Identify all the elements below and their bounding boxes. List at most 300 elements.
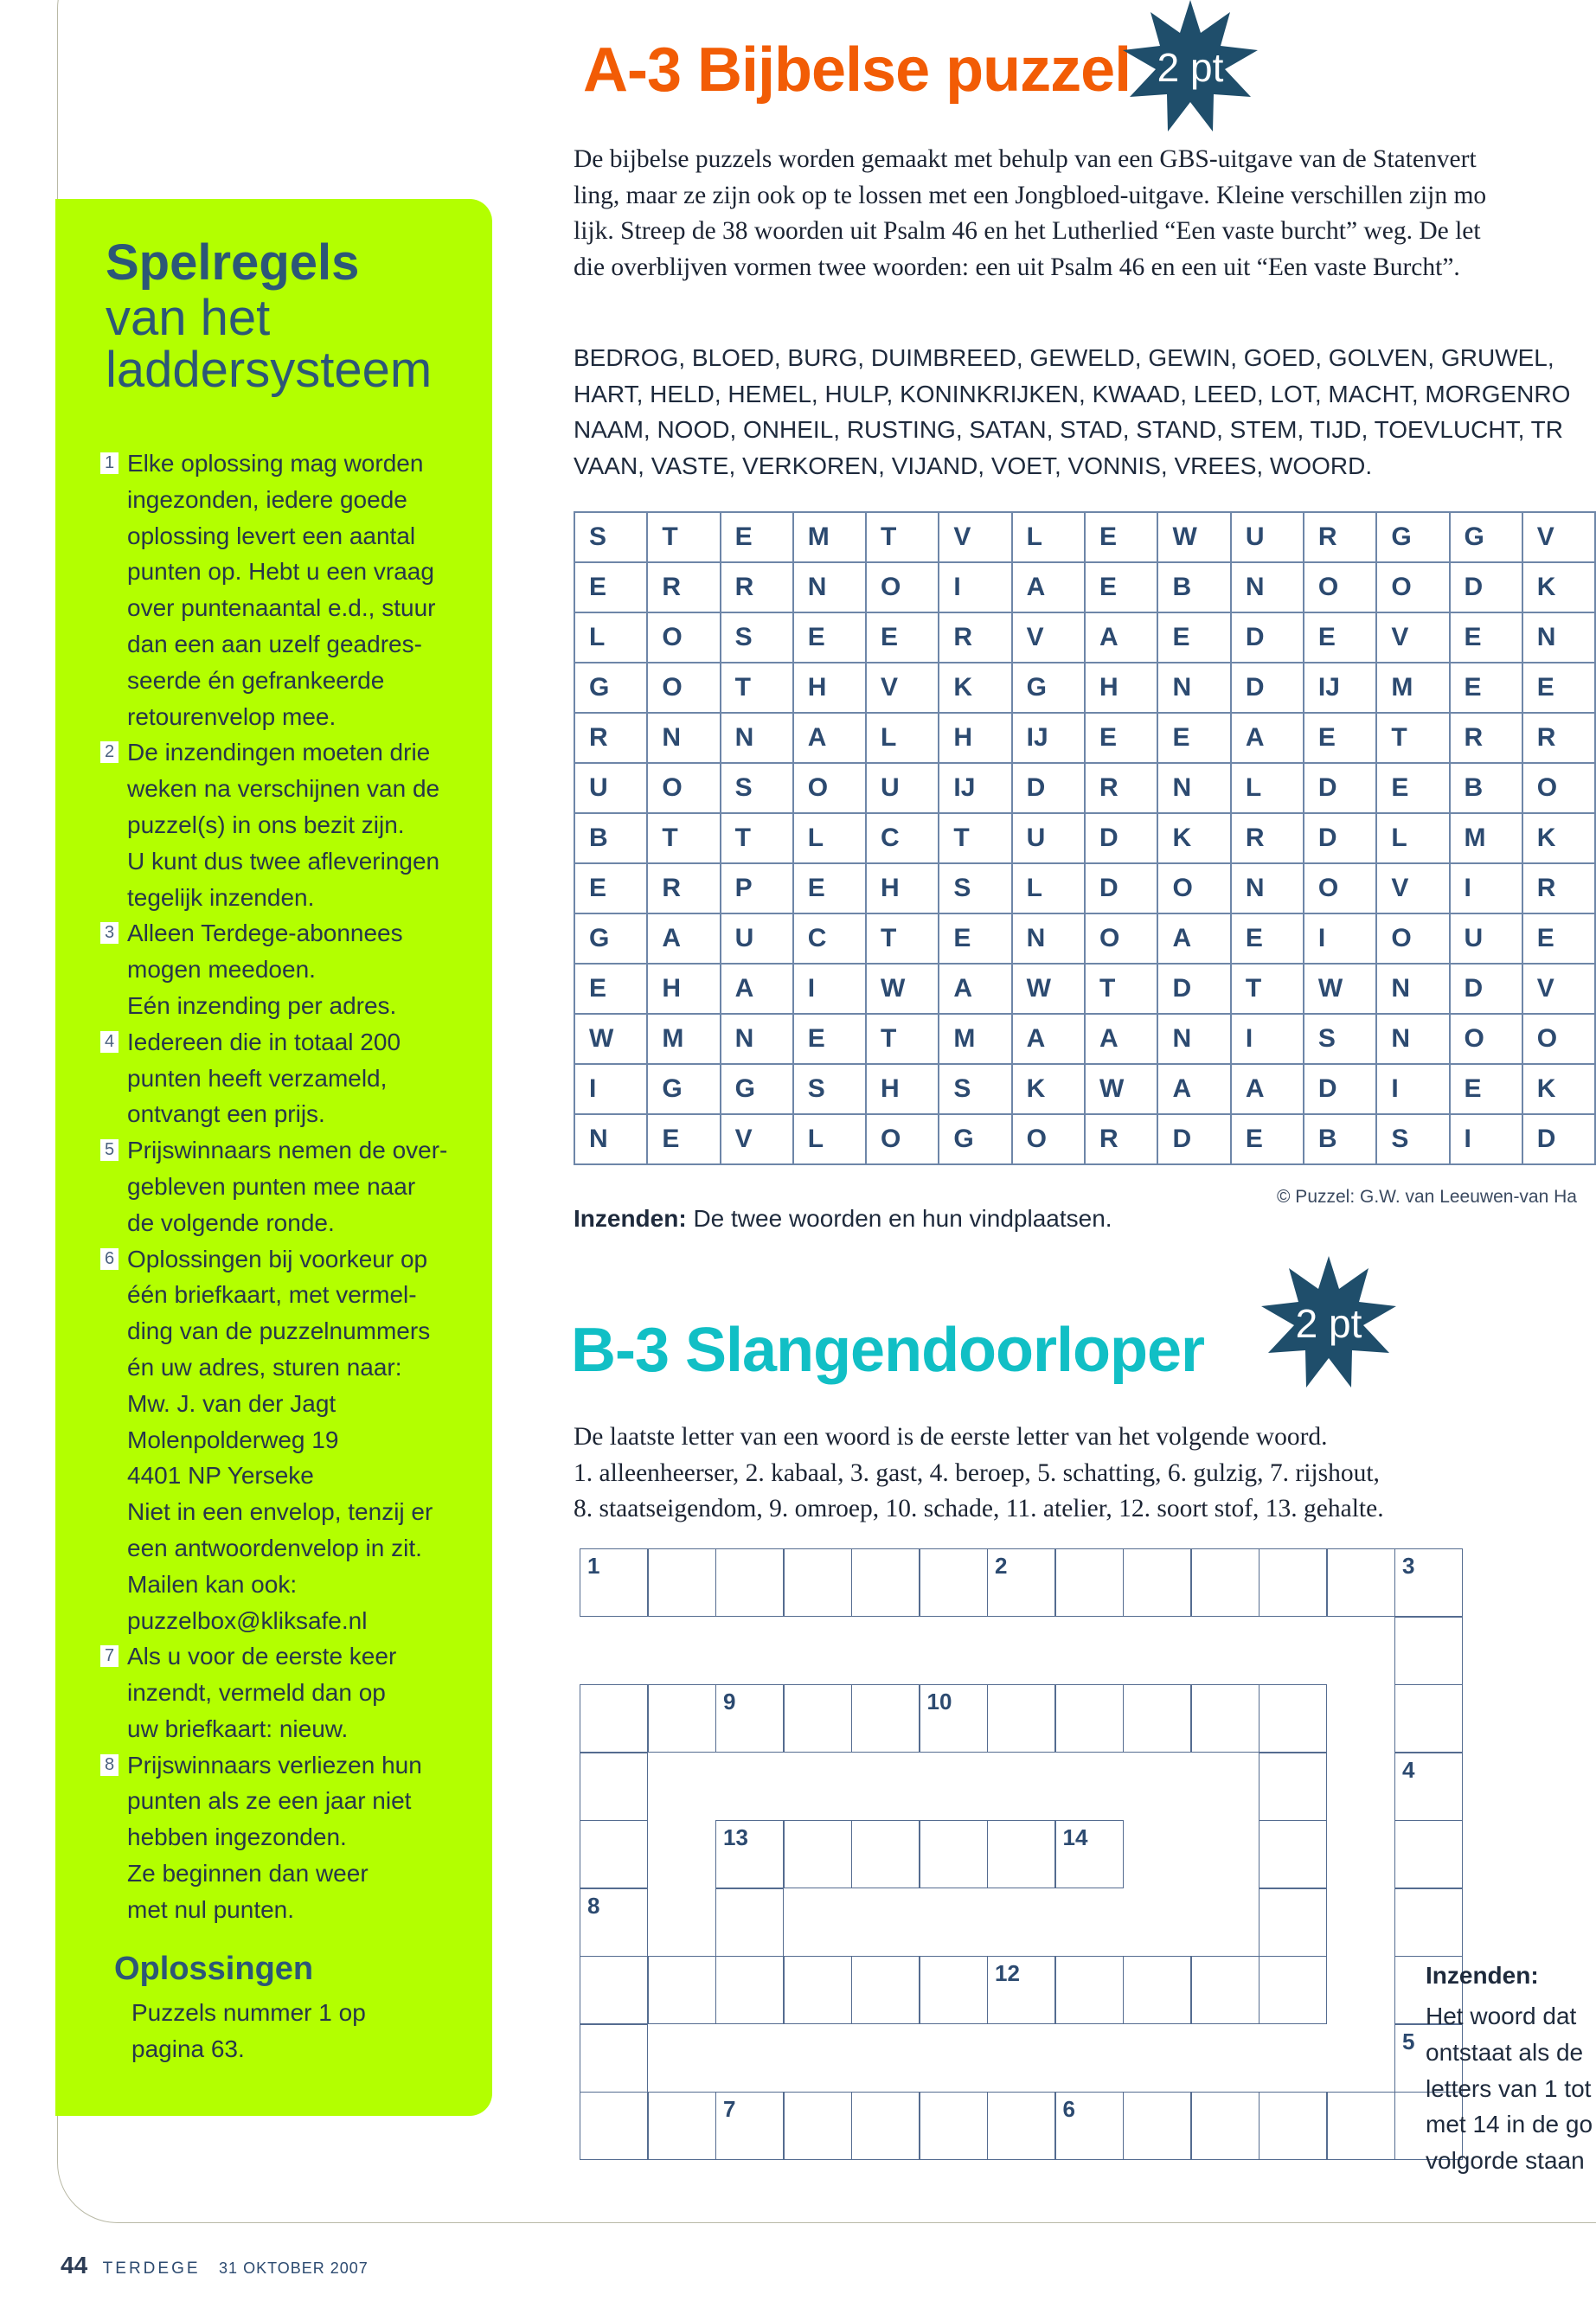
grid-cell — [793, 763, 866, 813]
grid-letter: D — [1099, 824, 1118, 852]
grid-letter: H — [1099, 673, 1118, 702]
grid-letter: T — [880, 1024, 897, 1053]
grid-cell — [939, 512, 1011, 562]
rule-line: ding van de puzzelnummers — [127, 1317, 431, 1345]
inzenden-line: met 14 in de go — [1426, 2111, 1593, 2138]
grid-cell — [1304, 964, 1376, 1014]
puzzle-a-points-badge — [1123, 0, 1258, 135]
grid-cell — [1376, 913, 1449, 964]
issue-date: 31 OKTOBER 2007 — [219, 2259, 369, 2277]
grid-letter: D — [1245, 623, 1265, 651]
grid-letter: G — [1026, 673, 1047, 702]
inzenden-line: volgorde staan — [1426, 2147, 1585, 2175]
grid-cell — [1012, 1014, 1085, 1064]
rule-line: puzzelbox@kliksafe.nl — [127, 1606, 368, 1634]
snake-cell[interactable] — [987, 1548, 1055, 1617]
snake-cell[interactable] — [851, 1956, 920, 2024]
rule-line: ingezonden, iedere goede — [127, 485, 407, 513]
rule-line: inzendt, vermeld dan op — [127, 1679, 386, 1707]
grid-letter: W — [1099, 1074, 1125, 1103]
snake-cell[interactable] — [1191, 1684, 1259, 1753]
grid-cell — [1157, 813, 1230, 863]
grid-cell — [1231, 763, 1304, 813]
grid-letter: V — [1391, 874, 1409, 902]
grid-letter: N — [1391, 974, 1410, 1003]
grid-cell — [939, 763, 1011, 813]
snake-cell[interactable] — [1394, 1684, 1463, 1753]
snake-cell[interactable] — [851, 2092, 920, 2160]
grid-letter: I — [1391, 1074, 1399, 1103]
snake-cell[interactable] — [1055, 1684, 1124, 1753]
snake-cell[interactable] — [784, 1956, 852, 2024]
snake-cell[interactable] — [920, 1956, 988, 2024]
rule-line: Molenpolderweg 19 — [127, 1426, 339, 1453]
grid-cell — [1012, 612, 1085, 663]
grid-cell — [721, 964, 793, 1014]
grid-cell — [574, 512, 647, 562]
rule-line: seerde én gefrankeerde — [127, 666, 385, 694]
snake-cell[interactable] — [580, 1753, 648, 1821]
snake-cell-number: 12 — [995, 1960, 1020, 1986]
grid-letter: N — [1245, 874, 1265, 902]
grid-cell — [793, 663, 866, 713]
grid-cell — [866, 813, 939, 863]
snake-cell[interactable] — [580, 2092, 648, 2160]
grid-letter: E — [807, 874, 825, 902]
grid-cell — [1522, 663, 1595, 713]
grid-cell — [1085, 612, 1157, 663]
grid-letter: O — [1172, 874, 1193, 902]
snake-cell[interactable] — [1259, 1684, 1327, 1753]
grid-cell — [1376, 663, 1449, 713]
snake-cell[interactable] — [648, 1548, 716, 1617]
grid-letter: E — [1464, 623, 1482, 651]
grid-letter: K — [1536, 573, 1556, 601]
grid-letter: N — [1245, 573, 1265, 601]
snake-cell-number: 6 — [1062, 2096, 1075, 2122]
grid-letter: D — [1026, 773, 1046, 802]
grid-cell — [939, 612, 1011, 663]
snake-cell[interactable] — [987, 1956, 1055, 2024]
snake-cell[interactable] — [715, 1548, 784, 1617]
grid-letter: A — [807, 723, 827, 752]
grid-cell — [1085, 512, 1157, 562]
grid-letter: U — [734, 924, 754, 952]
grid-letter: G — [589, 924, 610, 952]
grid-letter: E — [589, 573, 607, 601]
wordlist-line: HART, HELD, HEMEL, HULP, KONINKRIJKEN, KWAAD, LEED, LOT, MACHT, MORGENRO — [574, 380, 1571, 407]
grid-cell — [1376, 964, 1449, 1014]
snake-cell[interactable] — [1191, 2092, 1259, 2160]
snake-cell[interactable] — [851, 1820, 920, 1888]
grid-cell — [793, 612, 866, 663]
puzzle-a-title: A-3 Bijbelse puzzel — [583, 35, 1131, 105]
grid-letter: E — [1536, 924, 1554, 952]
grid-cell — [866, 1064, 939, 1114]
grid-cell — [1376, 1014, 1449, 1064]
grid-cell — [1376, 562, 1449, 612]
grid-letter: I — [953, 573, 961, 601]
grid-letter: H — [807, 673, 827, 702]
grid-cell — [1376, 763, 1449, 813]
grid-letter: R — [662, 874, 682, 902]
grid-cell — [939, 1114, 1011, 1164]
grid-cell — [721, 612, 793, 663]
sidebar-subtitle-line: laddersysteem — [106, 342, 433, 398]
oplossingen-line: pagina 63. — [131, 2035, 245, 2062]
snake-cell[interactable] — [1123, 1684, 1191, 1753]
rule-number: 6 — [100, 1248, 119, 1270]
puzzle-b-inzenden-text — [1426, 1998, 1593, 2179]
grid-letter: N — [1172, 773, 1192, 802]
grid-cell — [793, 1114, 866, 1164]
snake-cell[interactable] — [580, 1820, 648, 1888]
grid-row — [574, 863, 1595, 913]
grid-letter: N — [807, 573, 827, 601]
intro-line: die overblijven vormen twee woorden: een uit Psalm 46 en een uit “Een vaste Burcht”. — [574, 253, 1460, 281]
grid-cell — [1231, 863, 1304, 913]
puzzle-a-wordlist — [574, 340, 1596, 484]
snake-cell[interactable] — [1259, 1820, 1327, 1888]
grid-cell — [1376, 713, 1449, 763]
grid-cell — [1450, 964, 1522, 1014]
snake-cell[interactable] — [580, 1956, 648, 2024]
grid-letter: E — [734, 522, 753, 551]
grid-cell — [1085, 1064, 1157, 1114]
grid-letter: I — [1317, 924, 1326, 952]
grid-cell — [1012, 813, 1085, 863]
grid-letter: E — [1391, 773, 1409, 802]
grid-cell — [1157, 863, 1230, 913]
snake-cell[interactable] — [715, 1684, 784, 1753]
puzzle-b-intro — [574, 1420, 1596, 1528]
snake-cell[interactable] — [851, 1684, 920, 1753]
grid-letter: E — [1099, 522, 1118, 551]
grid-cell — [1231, 913, 1304, 964]
grid-letter: H — [880, 1074, 900, 1103]
snake-cell[interactable] — [1327, 1548, 1395, 1617]
puzzle-a-intro — [574, 142, 1596, 285]
rule-line: oplossing levert een aantal — [127, 522, 416, 549]
grid-letter: E — [1099, 723, 1118, 752]
page-number: 44 — [61, 2252, 88, 2279]
grid-letter: S — [807, 1074, 825, 1103]
snake-cell[interactable] — [1123, 1548, 1191, 1617]
snake-cell[interactable] — [1055, 2092, 1124, 2160]
grid-letter: D — [1464, 974, 1484, 1003]
grid-cell — [866, 713, 939, 763]
snake-cell[interactable] — [920, 1548, 988, 1617]
grid-letter: N — [1391, 1024, 1410, 1053]
grid-cell — [1231, 562, 1304, 612]
rule-line: Elke oplossing mag worden — [127, 450, 424, 477]
snake-cell[interactable] — [1055, 1956, 1124, 2024]
grid-cell — [1085, 813, 1157, 863]
grid-letter: T — [662, 522, 678, 551]
grid-letter: N — [734, 723, 754, 752]
snake-cell[interactable] — [1123, 2092, 1191, 2160]
rule-text — [127, 1241, 481, 1639]
grid-cell — [574, 562, 647, 612]
grid-cell — [793, 964, 866, 1014]
grid-cell — [1304, 813, 1376, 863]
snake-cell[interactable] — [648, 1956, 716, 2024]
grid-cell — [574, 763, 647, 813]
grid-letter: K — [1026, 1074, 1046, 1103]
grid-letter: D — [1536, 1125, 1556, 1153]
grid-letter: S — [953, 1074, 971, 1103]
grid-row — [574, 763, 1595, 813]
rule-line: retourenvelop mee. — [127, 702, 337, 730]
grid-cell — [1522, 763, 1595, 813]
snake-cell[interactable] — [648, 2092, 716, 2160]
snake-cell[interactable] — [987, 2092, 1055, 2160]
grid-cell — [1450, 1064, 1522, 1114]
grid-letter: D — [1172, 1125, 1192, 1153]
puzzle-b-badge-label: 2 pt — [1295, 1301, 1362, 1346]
grid-letter: D — [1317, 773, 1337, 802]
snake-cell[interactable] — [1055, 1820, 1124, 1888]
snake-cell[interactable] — [920, 1820, 988, 1888]
rule-line: 4401 NP Yerseke — [127, 1462, 314, 1490]
grid-cell — [1231, 612, 1304, 663]
intro-line: lijk. Streep de 38 woorden uit Psalm 46 en het Lutherlied “Een vaste burcht” weg. De let — [574, 217, 1481, 245]
grid-letter: A — [1245, 1074, 1265, 1103]
grid-letter: S — [734, 773, 753, 802]
grid-cell — [574, 964, 647, 1014]
grid-cell — [1304, 612, 1376, 663]
snake-cell[interactable] — [1394, 1548, 1463, 1617]
grid-letter: N — [1172, 1024, 1192, 1053]
grid-letter: E — [1245, 1125, 1263, 1153]
grid-letter: R — [589, 723, 608, 752]
grid-letter: IJ — [1317, 673, 1340, 702]
grid-cell — [939, 863, 1011, 913]
grid-letter: A — [1172, 924, 1192, 952]
rule-line: U kunt dus twee afleveringen — [127, 847, 440, 875]
grid-letter: K — [1536, 824, 1556, 852]
grid-letter: I — [589, 1074, 597, 1103]
grid-cell — [574, 663, 647, 713]
grid-cell — [1450, 612, 1522, 663]
snake-cell[interactable] — [1191, 1548, 1259, 1617]
rule-number: 8 — [100, 1754, 119, 1776]
grid-cell — [1085, 663, 1157, 713]
grid-letter: A — [1245, 723, 1265, 752]
snake-cell[interactable] — [784, 2092, 852, 2160]
grid-cell — [574, 863, 647, 913]
grid-letter: L — [589, 623, 606, 651]
rule-line: Niet in een envelop, tenzij er — [127, 1498, 433, 1526]
snake-cell[interactable] — [580, 1548, 648, 1617]
snake-cell[interactable] — [1394, 1820, 1463, 1888]
grid-letter: T — [662, 824, 678, 852]
grid-letter: V — [880, 673, 898, 702]
sidebar-subtitle-line: van het — [106, 290, 271, 346]
snake-cell[interactable] — [1259, 1753, 1327, 1821]
inzenden-line: letters van 1 tot — [1426, 2074, 1592, 2102]
snake-cell[interactable] — [784, 1820, 852, 1888]
rule-number: 5 — [100, 1139, 119, 1161]
grid-letter: N — [1026, 924, 1046, 952]
snake-cell[interactable] — [987, 1684, 1055, 1753]
snake-cell[interactable] — [784, 1548, 852, 1617]
grid-cell — [939, 964, 1011, 1014]
grid-cell — [1376, 512, 1449, 562]
grid-cell — [647, 913, 720, 964]
grid-cell — [793, 1014, 866, 1064]
grid-letter: A — [662, 924, 682, 952]
snake-cell[interactable] — [715, 2092, 784, 2160]
grid-letter: P — [734, 874, 753, 902]
grid-letter: A — [1172, 1074, 1192, 1103]
rule-item — [100, 1132, 481, 1240]
grid-letter: O — [1391, 573, 1412, 601]
grid-letter: D — [1464, 573, 1484, 601]
grid-cell — [1231, 1114, 1304, 1164]
grid-letter: O — [662, 623, 683, 651]
grid-cell — [939, 813, 1011, 863]
snake-cell[interactable] — [648, 1684, 716, 1753]
snake-cell[interactable] — [1394, 1617, 1463, 1685]
grid-letter: G — [734, 1074, 755, 1103]
rule-item — [100, 1638, 481, 1747]
grid-row — [574, 813, 1595, 863]
snake-cell[interactable] — [1327, 2092, 1395, 2160]
grid-cell — [1231, 663, 1304, 713]
grid-cell — [1157, 713, 1230, 763]
wordlist-line: VAAN, VASTE, VERKOREN, VIJAND, VOET, VONNIS, VREES, WOORD. — [574, 452, 1373, 479]
grid-cell — [1522, 813, 1595, 863]
rule-text — [127, 1132, 481, 1240]
grid-cell — [1304, 863, 1376, 913]
grid-letter: V — [1391, 623, 1409, 651]
grid-letter: M — [953, 1024, 976, 1053]
grid-cell — [793, 512, 866, 562]
snake-cell[interactable] — [851, 1548, 920, 1617]
snake-cell[interactable] — [1259, 1956, 1327, 2024]
oplossingen-line: Puzzels nummer 1 op — [131, 1999, 366, 2026]
snake-cell[interactable] — [715, 1888, 784, 1957]
snake-cell[interactable] — [1055, 1548, 1124, 1617]
snake-cell[interactable] — [920, 2092, 988, 2160]
rule-line: Mailen kan ook: — [127, 1570, 298, 1598]
grid-letter: E — [1245, 924, 1263, 952]
grid-row — [574, 562, 1595, 612]
grid-cell — [721, 1114, 793, 1164]
grid-letter: I — [1464, 1125, 1471, 1153]
grid-letter: N — [662, 723, 682, 752]
snake-cell[interactable] — [1259, 1548, 1327, 1617]
puzzle-b-inzenden-label: Inzenden: — [1426, 1962, 1539, 1989]
rule-text — [127, 1638, 481, 1747]
snake-cell[interactable] — [987, 1820, 1055, 1888]
grid-letter: O — [807, 773, 829, 802]
grid-letter: A — [1099, 623, 1118, 651]
grid-letter: L — [1391, 824, 1407, 852]
snake-cell-number: 13 — [723, 1824, 748, 1850]
rule-line: puzzel(s) in ons bezit zijn. — [127, 811, 405, 838]
grid-letter: U — [1245, 522, 1265, 551]
grid-letter: R — [1464, 723, 1484, 752]
snake-cell[interactable] — [1259, 2092, 1327, 2160]
grid-cell — [793, 863, 866, 913]
grid-cell — [1157, 1014, 1230, 1064]
grid-cell — [574, 1014, 647, 1064]
grid-letter: A — [1026, 1024, 1046, 1053]
grid-letter: L — [1026, 874, 1042, 902]
snake-cell[interactable] — [580, 2024, 648, 2093]
grid-cell — [1085, 763, 1157, 813]
grid-letter: O — [662, 773, 683, 802]
grid-letter: O — [1464, 1024, 1484, 1053]
grid-cell — [647, 1114, 720, 1164]
grid-cell — [1012, 913, 1085, 964]
grid-cell — [721, 1064, 793, 1114]
grid-cell — [1304, 1064, 1376, 1114]
snake-cell[interactable] — [715, 1820, 784, 1888]
grid-letter: R — [734, 573, 754, 601]
snake-cell[interactable] — [715, 1956, 784, 2024]
snake-cell[interactable] — [1394, 1753, 1463, 1821]
rule-item — [100, 1024, 481, 1132]
snake-cell[interactable] — [1259, 1888, 1327, 1957]
grid-cell — [1231, 1014, 1304, 1064]
grid-letter: E — [1172, 723, 1190, 752]
grid-cell — [793, 813, 866, 863]
snake-cell[interactable] — [580, 1684, 648, 1753]
rule-line: én uw adres, sturen naar: — [127, 1353, 402, 1381]
grid-cell — [647, 813, 720, 863]
snake-cell[interactable] — [920, 1684, 988, 1753]
grid-cell — [1304, 913, 1376, 964]
grid-cell — [1157, 612, 1230, 663]
puzzle-b-title: B-3 Slangendoorloper — [571, 1316, 1205, 1385]
rule-line: punten op. Hebt u een vraag — [127, 558, 434, 586]
rule-line: weken na verschijnen van de — [127, 775, 440, 803]
snake-cell-number: 1 — [587, 1553, 600, 1579]
rule-text — [127, 445, 481, 734]
grid-letter: V — [1536, 974, 1554, 1003]
grid-cell — [1304, 713, 1376, 763]
grid-cell — [939, 1014, 1011, 1064]
grid-letter: S — [1391, 1125, 1409, 1153]
grid-letter: W — [1317, 974, 1343, 1003]
grid-cell — [1304, 1014, 1376, 1064]
grid-cell — [1450, 512, 1522, 562]
snake-cell[interactable] — [1191, 1956, 1259, 2024]
grid-cell — [939, 913, 1011, 964]
grid-letter: O — [1536, 773, 1558, 802]
grid-row — [574, 512, 1595, 562]
grid-letter: E — [1317, 723, 1336, 752]
snake-cell[interactable] — [1123, 1956, 1191, 2024]
snake-cell[interactable] — [580, 1888, 648, 1957]
grid-letter: M — [807, 522, 830, 551]
grid-letter: G — [1464, 522, 1484, 551]
grid-letter: W — [589, 1024, 614, 1053]
snake-cell[interactable] — [1394, 1888, 1463, 1957]
grid-letter: E — [1317, 623, 1336, 651]
grid-cell — [1085, 562, 1157, 612]
intro-line: 1. alleenheerser, 2. kabaal, 3. gast, 4. beroep, 5. schatting, 6. gulzig, 7. rijshout, — [574, 1458, 1380, 1487]
grid-cell — [647, 663, 720, 713]
grid-cell — [721, 763, 793, 813]
grid-cell — [1157, 964, 1230, 1014]
grid-cell — [1231, 964, 1304, 1014]
snake-cell[interactable] — [784, 1684, 852, 1753]
grid-row — [574, 663, 1595, 713]
